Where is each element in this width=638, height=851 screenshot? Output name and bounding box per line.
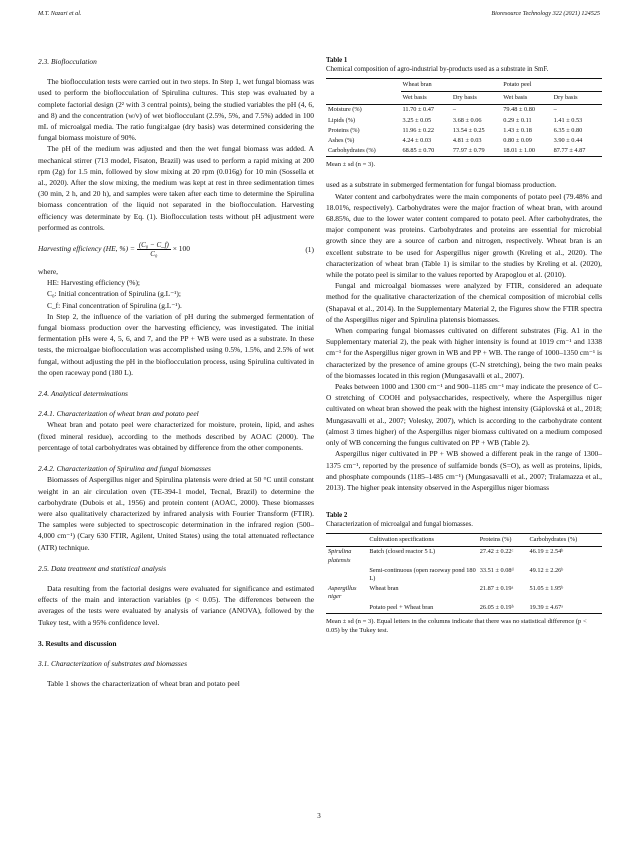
paragraph: Wheat bran and potato peel were characterized for moisture, protein, lipid, and ashes (fixed mineral residue), according to the methods described by AOAC (2000). The percentage of total carbohydrates was obtained by difference from the other components. <box>38 420 314 452</box>
subsection-heading-2-4-1: 2.4.1. Characterization of wheat bran and potato peel <box>38 409 199 419</box>
paragraph: When comparing fungal biomasses cultivated on different substrates (Fig. A1 in the Supplementary material 2), the peak with higher intensity is found at 1019 cm⁻¹ and 1338 cm⁻¹ for the Aspergillus niger grown in WB and PP + WB. The range of 1000–1350 cm⁻¹ is characterized by the presence of amine groups (C-N stretching), being the two main peaks of the biomasses located in this region (Mungasavalli et al., 2007). <box>326 326 602 380</box>
table-caption: Characterization of microalgal and fungal biomasses. <box>326 521 473 529</box>
paragraph: used as a substrate in submerged fermentation for fungal biomass production. <box>326 180 557 190</box>
column-header: Carbohydrates (%) <box>529 536 578 544</box>
table-cell: 19.39 ± 4.67ᵃ <box>529 603 563 611</box>
table-cell: 13.54 ± 0.25 <box>452 126 485 134</box>
table-cell: 27.42 ± 0.22ᶜ <box>479 548 514 556</box>
left-column <box>38 56 314 689</box>
table-cell: 11.96 ± 0.22 <box>402 126 435 134</box>
table-footnote: Mean ± sd (n = 3). <box>326 161 376 169</box>
table-cell: – <box>553 106 557 114</box>
equation-denominator: C₀ <box>150 250 158 259</box>
table-cell: 79.48 ± 0.80 <box>503 106 536 114</box>
table-cell: 3.90 ± 0.44 <box>553 137 583 145</box>
row-label: Moisture (%) <box>328 106 362 114</box>
table-2-grid <box>326 533 602 614</box>
definition-line: C_f: Final concentration of Spirulina (g.L⁻¹). <box>47 300 182 310</box>
table-cell: 4.24 ± 0.03 <box>402 137 432 145</box>
table-cell: 0.29 ± 0.11 <box>503 116 532 124</box>
table-cell: 3.25 ± 0.05 <box>402 116 432 124</box>
table-cell: 21.87 ± 0.19ᵃ <box>479 585 514 593</box>
table-1-grid <box>326 78 602 157</box>
column-group-header: Wheat bran <box>401 79 502 92</box>
table-caption: Chemical composition of agro-industrial by-products used as a substrate in SmF. <box>326 66 549 73</box>
table-cell: 87.77 ± 4.87 <box>553 147 586 155</box>
table-row <box>326 116 602 126</box>
section-heading-3: 3. Results and discussion <box>38 638 117 648</box>
table-cell: 51.05 ± 1.95ᵇ <box>529 585 564 593</box>
table-cell: 33.51 ± 0.08ᵈ <box>479 566 514 574</box>
column-header: Dry basis <box>553 94 578 102</box>
definition-line: C₀: Initial concentration of Spirulina (g.L⁻¹); <box>47 289 181 299</box>
equation-lhs: Harvesting efficiency (HE, %) = <box>38 244 135 254</box>
table-cell: Potato peel + Wheat bran <box>369 603 434 611</box>
table-row <box>326 584 602 602</box>
running-header-authors: M.T. Nazari et al. <box>38 10 82 17</box>
equation-numerator: (C₀ − C_f) <box>138 241 169 250</box>
paragraph: Biomasses of Aspergillus niger and Spirulina platensis were dried at 50 °C until constant weight in an air circulation oven (TE-394-1 model, Tecnal, Brazil) to determine the carbohydrate (Dubois et al., 1956) and protein content (AOAC, 2000). These biomasses were also qualitatively characterized by infrared analysis with Fourier Transform (FTIR). The samples were subjected to spectroscopic determination in the infrared region (500–4,000 cm⁻¹) (Cary 630 FTIR, Agilent, United States) using the total attenuated reflectance (ATR) technique. <box>38 475 314 552</box>
column-header: Cultivation specifications <box>369 536 434 544</box>
paragraph: The pH of the medium was adjusted and then the wet fungal biomass was added. A mechanical stirrer (713 model, Fisaton, Brazil) was used to perform a rapid mixing at 200 rpm (2g) for 1.5 min, followed by slow mixing at 20 rpm (0.016g) for 10 min (Sossella et al., 2020). After the slow mixing, the medium was kept at rest in three sedimentation times (30 min, 2 h, and 20 h), and samples were taken after each time to determine the Spirulina biomass concentration of the liquid not separated in the bioflocculation. Harvesting efficiency was determinate by Eq. (1). Bioflocculation tests without pH adjustment were performed as controls. <box>38 144 314 232</box>
table-footnote: Mean ± sd (n = 3). Equal letters in the columns indicate that there was no statistical difference (p < 0.05) by the Tukey test. <box>326 617 587 634</box>
paragraph: Data resulting from the factorial designs were evaluated for significance and estimated effects of the main and interaction variables (p < 0.05). The differences between the averages of the tests were evaluated by analysis of variance (ANOVA), followed by the Tukey test, with a 95% confidence level. <box>38 583 314 627</box>
paragraph: Fungal and microalgal biomasses were analyzed by FTIR, considered an adequate method for the qualitative characterization of the chemical composition of microbial cells (Shapaval et al., 2014). In the Supplementary Material 2, the Figures show the FTIR spectra of the Aspergillus niger and Spirulina platensis biomasses. <box>326 281 602 324</box>
column-header: Wet basis <box>402 94 427 102</box>
column-header: Proteins (%) <box>479 536 512 544</box>
table-row <box>326 136 602 146</box>
table-cell: 1.41 ± 0.53 <box>553 116 583 124</box>
organism-label: Aspergillus niger <box>328 585 357 601</box>
paragraph: Table 1 shows the characterization of wheat bran and potato peel <box>47 679 240 689</box>
page-number: 3 <box>317 812 321 820</box>
table-2 <box>326 511 602 635</box>
table-1 <box>326 56 602 169</box>
paragraph: Peaks between 1000 and 1300 cm⁻¹ and 900–1185 cm⁻¹ may indicate the presence of C–O stretching of COOH and polysaccharides, respectively, where the Aspergillus niger cultivated on wheat bran showed the peak with the highest intensity (Gáplovská et al., 2018; Mungasavalli et al., 2007; Volesky, 2007), which is according to the carbohydrate content (almost 3 times higher) of the Aspergillus niger biomass cultivated on a medium composed only of WB concerning the fungus cultivated on PP + WB (Table 2). <box>326 382 602 448</box>
paragraph: In Step 2, the influence of the variation of pH during the submerged fermentation of fungal biomass production over the harvesting efficiency, was investigated. The initial fermentation pHs were 4, 5, 6, and 7, and the PP + WB were used as a substrate. In these tests, the microalgae bioflocculation was accomplished using 0.5%, 1.5%, and 2.5% of wet fungal, without adjusting the pH in the bioflocculation process, using Spirulina cultivated in the open raceway pond (180 L). <box>38 311 314 377</box>
table-cell: 77.97 ± 0.79 <box>452 147 485 155</box>
section-heading-2-5: 2.5. Data treatment and statistical analysis <box>38 563 167 573</box>
table-cell: 18.01 ± 1.00 <box>503 147 536 155</box>
organism-label: Spirulina platensis <box>328 548 352 564</box>
table-cell: 0.80 ± 0.09 <box>503 137 532 145</box>
organism-label <box>326 566 367 584</box>
organism-label <box>326 603 367 614</box>
definition-line: HE: Harvesting efficiency (%); <box>47 278 141 288</box>
section-heading-2-4: 2.4. Analytical determinations <box>38 389 128 399</box>
row-label: Carbohydrates (%) <box>328 147 376 155</box>
table-title: Table 1 <box>326 57 348 64</box>
table-cell: 26.05 ± 0.19ᵇ <box>479 603 514 611</box>
table-cell: 46.19 ± 2.54ᵇ <box>529 548 564 556</box>
table-cell: 68.85 ± 0.70 <box>402 147 435 155</box>
row-label: Lipids (%) <box>328 116 356 124</box>
table-row <box>326 146 602 157</box>
column-header: Dry basis <box>452 94 477 102</box>
row-label: Ashes (%) <box>328 137 355 145</box>
equation-rhs: × 100 <box>172 244 190 254</box>
table-cell: Batch (closed reactor 5 L) <box>369 548 436 556</box>
table-row <box>326 105 602 116</box>
table-row <box>326 547 602 566</box>
column-header: Wet basis <box>503 94 528 102</box>
paragraph: Aspergillus niger cultivated in PP + WB showed a different peak in the range of 1300–1375 cm⁻¹, reported by the presence of sulfamide bonds (S=O), as well as proteins, lipids, and phosphate compounds (1185–1485 cm⁻¹) (Mungasavalli et al., 2007; Tralamazza et al., 2013). The higher peak intensity observed in the Aspergillus niger biomass <box>326 449 602 492</box>
section-heading-2-3: 2.3. Bioflocculation <box>38 57 97 66</box>
equation-number: (1) <box>305 244 314 254</box>
table-row <box>326 126 602 136</box>
table-cell: Wheat bran <box>369 585 399 593</box>
where-label: where, <box>38 267 59 277</box>
table-row <box>326 603 602 614</box>
table-cell: Semi-continuous (open raceway pond 180 L) <box>369 566 476 582</box>
table-cell: – <box>452 106 457 114</box>
table-cell: 11.70 ± 0.47 <box>402 106 435 114</box>
row-label: Proteins (%) <box>328 126 360 134</box>
paragraph: The bioflocculation tests were carried out in two steps. In Step 1, wet fungal biomass was used to perform the bioflocculation of Spirulina cultures. This step was evaluated by a complete factorial design (2² with 3 central points), being the studied variables the pH (4, 6, and 8) and the concentration (w/v) of wet bioflocculant (2.5%, 5%, and 7.5%) added in 100 mL of microalgal media. The ratio fungi:algae (dry basis) was determined considering the fungal biomass moisture of 90%. <box>38 77 314 143</box>
table-cell: 3.68 ± 0.06 <box>452 116 482 124</box>
table-title: Table 2 <box>326 512 348 520</box>
paragraph: Water content and carbohydrates were the main components of potato peel (79.48% and 18.01%, respectively). Carbohydrates were the major fraction of wheat bran, with around 68.85%, due to the lower water content compared to potato peel. After carbohydrates, the major component was proteins. Carbohydrates and proteins are essential for microbial growth since they are a source of carbon and nitrogen, respectively. Wheat bran is an excellent substrate to be used for Aspergillus niger growth (Kreling et al., 2020). The characterization of wheat bran (Table 1) is similar to the studies by Kreling et al. (2020), while the potato peel is similar to the values reported by Arapoglou et al. (2010). <box>326 191 602 280</box>
running-header-journal: Bioresource Technology 322 (2021) 124525 <box>491 10 600 17</box>
table-cell: 6.35 ± 0.80 <box>553 126 583 134</box>
column-group-header: Potato peel <box>501 79 602 92</box>
right-column <box>326 56 602 635</box>
subsection-heading-3-1: 3.1. Characterization of substrates and biomasses <box>38 658 187 668</box>
table-cell: 4.81 ± 0.03 <box>452 137 482 145</box>
table-cell: 1.43 ± 0.18 <box>503 126 532 134</box>
table-row <box>326 566 602 584</box>
equation-1 <box>38 241 314 258</box>
column-header <box>326 534 367 547</box>
table-cell: 49.12 ± 2.26ᵇ <box>529 566 564 574</box>
subsection-heading-2-4-2: 2.4.2. Characterization of Spirulina and fungal biomasses <box>38 464 211 474</box>
equation-fraction <box>137 241 171 258</box>
